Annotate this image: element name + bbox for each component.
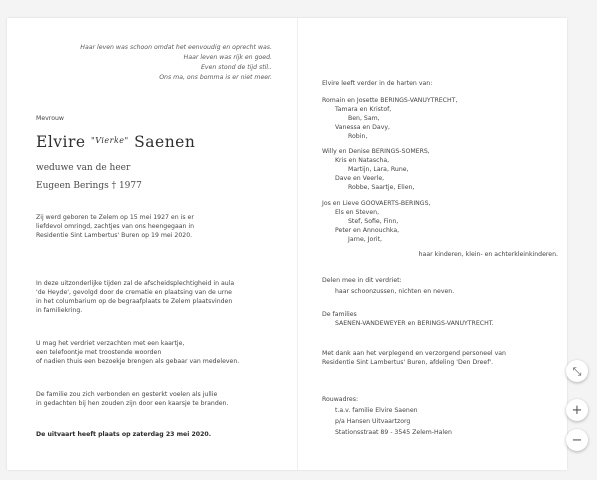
plus-icon: + <box>571 402 583 418</box>
poem-line: Haar leven was schoon omdat het eenvoudig en oprecht was. <box>80 44 272 51</box>
family-line: Robbe, Saartje, Elien, <box>348 184 415 191</box>
family-line: Els en Steven, <box>335 209 380 216</box>
address-line: t.a.v. familie Elvire Saenen <box>335 407 418 414</box>
family-line: Peter en Annouchka, <box>335 227 400 234</box>
family-line: Robin, <box>348 133 368 140</box>
minus-icon: − <box>571 432 583 448</box>
birth-paragraph-line: Residentie Sint Lambertus' Buren op 19 mei 2020. <box>36 232 193 239</box>
farewell-paragraph-line: 'de Heyde', gevolgd door de crematie en plaatsing van de urne <box>36 289 232 296</box>
families-text: SAENEN-VANDEWEYER en BERINGS-VANUYTRECHT. <box>335 320 494 327</box>
condolence-paragraph-line: een telefoontje met troostende woorden <box>36 349 162 356</box>
address-line: p/a Hansen Uitvaartzorg <box>335 418 411 425</box>
family-line: Dave en Veerle, <box>335 175 385 182</box>
family-line: Ben, Sam, <box>348 115 380 122</box>
family-line: Stef, Sofie, Finn, <box>348 218 399 225</box>
family-line: Jos en Lieve GOOVAERTS-BERINGS, <box>322 200 431 207</box>
widow-line: weduwe van de heer <box>36 163 131 173</box>
funeral-date-note: De uitvaart heeft plaats op zaterdag 23 mei 2020. <box>36 431 212 438</box>
address-line: Stationsstraat 89 - 3545 Zelem-Halen <box>335 429 452 436</box>
obituary-card <box>7 18 567 470</box>
condolence-paragraph-line: of nadien thuis een bezoekje brengen als gebaar van medeleven. <box>36 358 240 365</box>
first-name: Elvire <box>36 133 86 151</box>
card-fold-line <box>297 18 298 470</box>
family-line: Tamara en Kristof, <box>335 106 392 113</box>
family-line: Martijn, Lara, Rune, <box>348 166 409 173</box>
fit-screen-icon: ⤡ <box>572 364 582 378</box>
condolence-paragraph-line: U mag het verdriet verzachten met een kaartje, <box>36 340 185 347</box>
staff-thanks-line: Residentie Sint Lambertus' Buren, afdeling 'Den Dreef'. <box>322 359 494 366</box>
family-line: Jarne, Jorit, <box>348 236 382 243</box>
zoom-in-button[interactable] <box>566 399 588 421</box>
shared-grief-text: haar schoonzussen, nichten en neven. <box>335 288 455 295</box>
birth-paragraph-line: liefdevol omringd, zachtjes van ons heengegaan in <box>36 223 195 230</box>
family-intro: Elvire leeft verder in de harten van: <box>322 80 433 87</box>
poem-line: Haar leven was rijk en goed. <box>183 54 272 61</box>
staff-thanks-line: Met dank aan het verplegend en verzorgend personeel van <box>322 350 506 357</box>
family-line: Vanessa en Davy, <box>335 124 391 131</box>
poem-line: Ons ma, ons bomma is er niet meer. <box>159 74 272 81</box>
family-line: Kris en Natascha, <box>335 157 390 164</box>
fit-to-screen-button[interactable] <box>566 360 588 382</box>
spouse-line: Eugeen Berings † 1977 <box>36 181 142 191</box>
thanks-paragraph-line: in gedachten bij hen zouden zijn door een kaarsje te branden. <box>36 400 229 407</box>
zoom-out-button[interactable] <box>566 429 588 451</box>
nickname: "Vierke" <box>91 136 129 145</box>
last-name: Saenen <box>134 133 196 151</box>
farewell-paragraph-line: In deze uitzonderlijke tijden zal de afscheidsplechtigheid in aula <box>36 280 235 287</box>
farewell-paragraph-line: in het columbarium op de begraafplaats te Zelem plaatsvinden <box>36 298 233 305</box>
salutation: Mevrouw <box>36 115 64 122</box>
thanks-paragraph-line: De familie zou zich verbonden en gesterkt voelen als jullie <box>36 391 218 398</box>
address-label: Rouwadres: <box>322 396 359 403</box>
descendants-line: haar kinderen, klein- en achterkleinkinderen. <box>418 251 558 258</box>
poem-line: Even stond de tijd stil.. <box>201 64 272 71</box>
farewell-paragraph-line: in familiekring. <box>36 307 83 314</box>
families-intro: De families <box>322 311 357 318</box>
shared-grief-intro: Delen mee in dit verdriet: <box>322 277 402 284</box>
family-line: Romain en Josette BERINGS-VANUYTRECHT, <box>322 97 458 104</box>
birth-paragraph-line: Zij werd geboren te Zelem op 15 mei 1927 en is er <box>36 214 194 221</box>
deceased-name <box>36 133 195 151</box>
family-line: Willy en Denise BERINGS-SOMERS, <box>322 148 430 155</box>
